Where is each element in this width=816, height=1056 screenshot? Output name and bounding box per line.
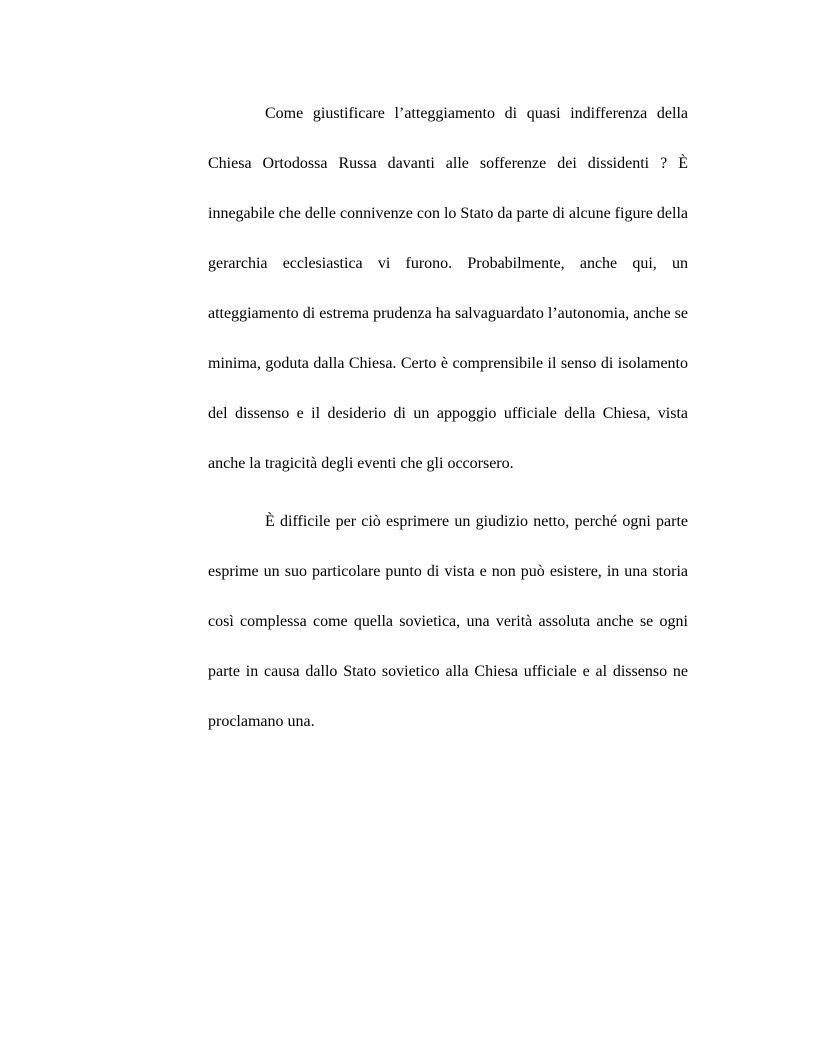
paragraph-2: È difficile per ciò esprimere un giudizio netto, perché ogni parte esprime un suo particolare punto di vista e non può esistere, in una storia così complessa come quella sovietica, una verità assoluta anche se ogni parte in causa dallo Stato sovietico alla Chiesa ufficiale e al dissenso ne proclamano una. <box>208 513 688 730</box>
paragraph-1: Come giustificare l’atteggiamento di quasi indifferenza della Chiesa Ortodossa Russa davanti alle sofferenze dei dissidenti ? È innegabile che delle connivenze con lo Stato da parte di alcune figure della gerarchia ecclesiastica vi furono. Probabilmente, anche qui, un atteggiamento di estrema prudenza ha salvaguardato l’autonomia, anche se minima, goduta dalla Chiesa. Certo è comprensibile il senso di isolamento del dissenso e il desiderio di un appoggio ufficiale della Chiesa, vista anche la tragicità degli eventi che gli occorsero. <box>208 105 688 472</box>
body-text <box>208 89 688 747</box>
